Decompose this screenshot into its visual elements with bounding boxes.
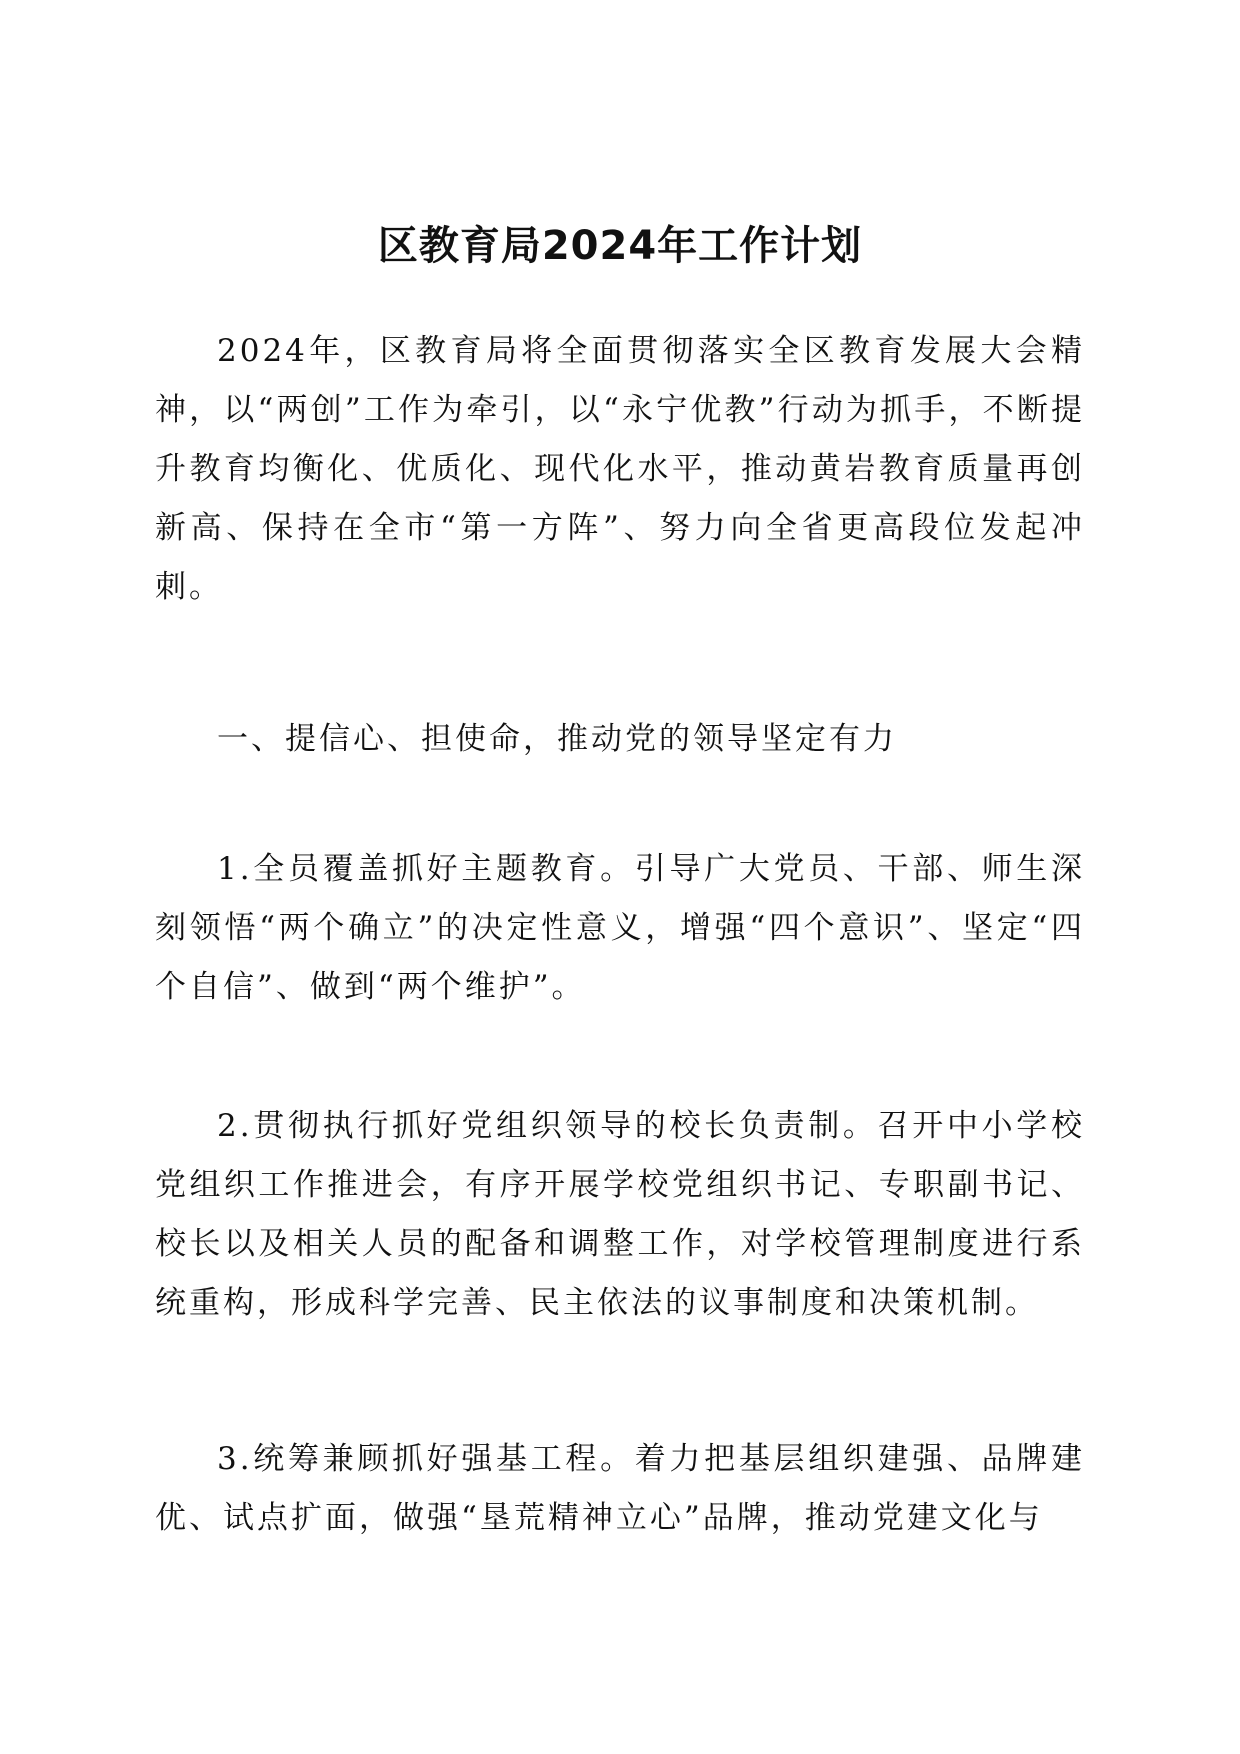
list-item: 2.贯彻执行抓好党组织领导的校长负责制。召开中小学校党组织工作推进会，有序开展学校党组织书记、专职副书记、校长以及相关人员的配备和调整工作，对学校管理制度进行系统重构，形成科学完善、民主依法的议事制度和决策机制。	[155, 1108, 1085, 1321]
list-item: 3.统筹兼顾抓好强基工程。着力把基层组织建强、品牌建优、试点扩面，做强“垦荒精神立心”品牌，推动党建文化与	[155, 1441, 1085, 1536]
document-title: 区教育局2024年工作计划	[377, 223, 863, 269]
intro-paragraph: 2024年，区教育局将全面贯彻落实全区教育发展大会精神，以“两创”工作为牵引，以“永宁优教”行动为抓手，不断提升教育均衡化、优质化、现代化水平，推动黄岩教育质量再创新高、保持在全市“第一方阵”、努力向全省更高段位发起冲刺。	[155, 333, 1085, 605]
section-heading: 一、提信心、担使命，推动党的领导坚定有力	[217, 721, 897, 757]
list-item: 1.全员覆盖抓好主题教育。引导广大党员、干部、师生深刻领悟“两个确立”的决定性意义，增强“四个意识”、坚定“四个自信”、做到“两个维护”。	[155, 851, 1085, 1005]
